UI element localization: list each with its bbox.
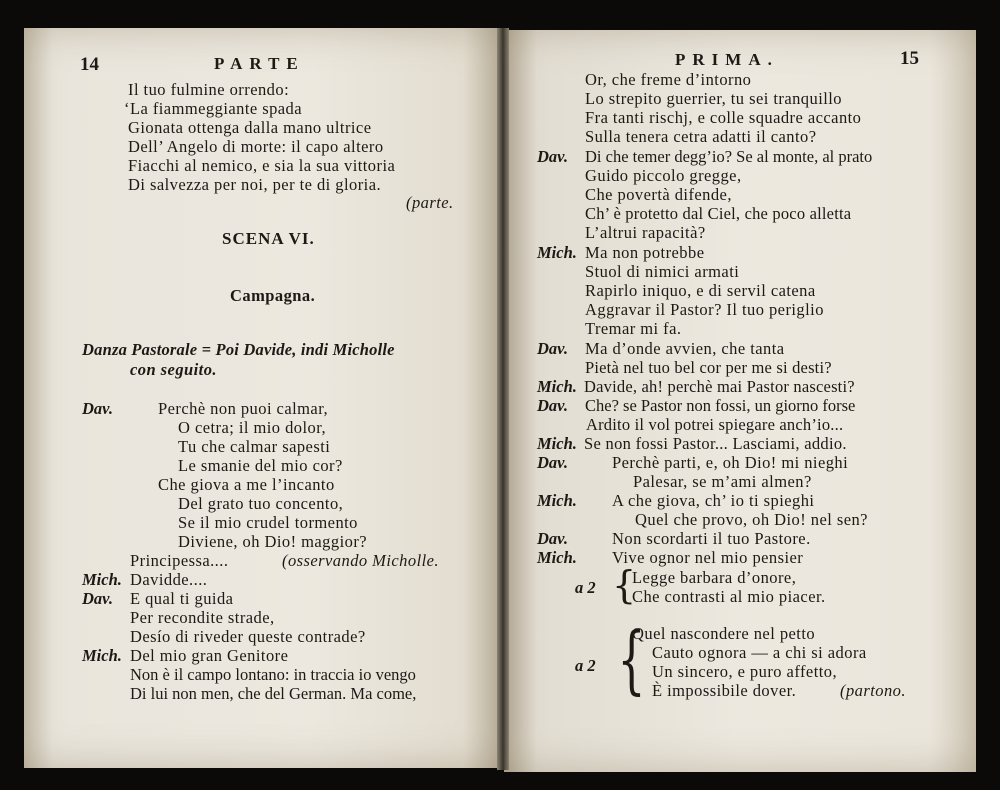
verse-line: Sulla tenera cetra adatti il canto? [585,127,817,146]
verse-line: Diviene, oh Dio! maggior? [178,532,368,551]
verse-line: Non è il campo lontano: in traccia io vengo [130,665,416,684]
speaker: Mich. [537,243,577,262]
verse-line: Di che temer degg’io? Se al monte, al prato [585,147,873,166]
speaker: Dav. [537,396,569,415]
verse-line: Che povertà difende, [585,185,732,204]
verse-line: Guido piccolo gregge, [585,166,742,185]
verse-line: Le smanie del mio cor? [178,456,343,475]
verse-line: Che giova a me l’incanto [158,475,335,494]
verse-line: Non scordarti il tuo Pastore. [612,529,811,548]
verse-line: Principessa.... [130,551,229,570]
stage-direction: Danza Pastorale = Poi Davide, indi Micholle [82,340,395,359]
page-number: 15 [900,48,919,69]
speaker: Dav. [537,529,569,548]
verse-line: Fiacchi al nemico, e sia la sua vittoria [128,156,396,175]
verse-line: L’altrui rapacità? [585,223,706,242]
exit-direction: (partono. [840,681,906,700]
verse-line: Stuol di nimici armati [585,262,740,281]
running-head: PRIMA. [675,50,779,69]
speaker: Dav. [537,339,569,358]
verse-line: Davide, ah! perchè mai Pastor nascesti? [584,377,855,396]
verse-line: Che? se Pastor non fossi, un giorno forse [585,396,856,415]
verse-line: Perchè non puoi calmar, [158,399,329,418]
verse-line: Se non fossi Pastor... Lasciami, addio. [584,434,847,453]
exit-direction: (parte. [406,193,454,212]
verse-line: Quel nascondere nel petto [632,624,816,643]
speaker: Mich. [537,434,577,453]
verse-line: Un sincero, e puro affetto, [652,662,838,681]
verse-line: Palesar, se m’ami almen? [633,472,812,491]
brace-icon: { [617,617,646,703]
verse-line: Ma d’onde avvien, che tanta [585,339,785,358]
verse-line: Ardito il vol potrei spiegare anch’io... [586,415,844,434]
verse-line: Per recondite strade, [130,608,275,627]
verse-line: Legge barbara d’onore, [632,568,797,587]
verse-line: Di lui non men, che del German. Ma come, [130,684,417,703]
verse-line: Cauto ognora — a chi si adora [652,643,867,662]
verse-line: Che contrasti al mio piacer. [632,587,826,606]
speaker: Dav. [82,399,114,418]
stage-direction: con seguito. [130,360,217,379]
verse-line: O cetra; il mio dolor, [178,418,327,437]
verse-line: Tu che calmar sapesti [178,437,331,456]
verse-line: Di salvezza per noi, per te di gloria. [128,175,382,194]
verse-line: Gionata ottenga dalla mano ultrice [128,118,372,137]
speaker: Mich. [537,491,577,510]
speaker: Mich. [537,377,577,396]
setting: Campagna. [230,286,316,305]
brace-icon: { [612,563,637,607]
verse-line: Davidde.... [130,570,208,589]
verse-line: A che giova, ch’ io ti spieghi [612,491,815,510]
speaker: Mich. [537,548,577,567]
verse-line: Ma non potrebbe [585,243,705,262]
duet-label: a 2 [575,578,596,597]
verse-line: Tremar mi fa. [585,319,682,338]
verse-line: Aggravar il Pastor? Il tuo periglio [585,300,824,319]
verse-line: ‘La fiammeggiante spada [124,99,303,118]
book-gutter [497,28,509,770]
verse-line: Dell’ Angelo di morte: il capo altero [128,137,384,156]
aside-direction: (osservando Micholle. [282,551,439,570]
speaker: Mich. [82,646,122,665]
running-head: PARTE [214,54,305,73]
verse-line: Fra tanti rischj, e colle squadre accanto [585,108,862,127]
verse-line: Quel che provo, oh Dio! nel sen? [635,510,868,529]
speaker: Dav. [82,589,114,608]
verse-line: Pietà nel tuo bel cor per me si desti? [585,358,832,377]
duet-label: a 2 [575,656,596,675]
verse-line: Del grato tuo concento, [178,494,344,513]
verse-line: Desío di riveder queste contrade? [130,627,366,646]
verse-line: Perchè parti, e, oh Dio! mi nieghi [612,453,849,472]
verse-line: Or, che freme d’intorno [585,70,752,89]
speaker: Dav. [537,453,569,472]
speaker: Mich. [82,570,122,589]
speaker: Dav. [537,147,569,166]
verse-line: Del mio gran Genitore [130,646,289,665]
page-number: 14 [80,54,99,75]
verse-line: Se il mio crudel tormento [178,513,358,532]
verse-line: È impossibile dover. [652,681,797,700]
verse-line: Vive ognor nel mio pensier [612,548,804,567]
verse-line: E qual ti guida [130,589,234,608]
verse-line: Ch’ è protetto dal Ciel, che poco alletta [585,204,852,223]
verse-line: Il tuo fulmine orrendo: [128,80,290,99]
verse-line: Rapirlo iniquo, e di servil catena [585,281,816,300]
verse-line: Lo strepito guerrier, tu sei tranquillo [585,89,842,108]
scene-title: SCENA VI. [222,229,315,248]
